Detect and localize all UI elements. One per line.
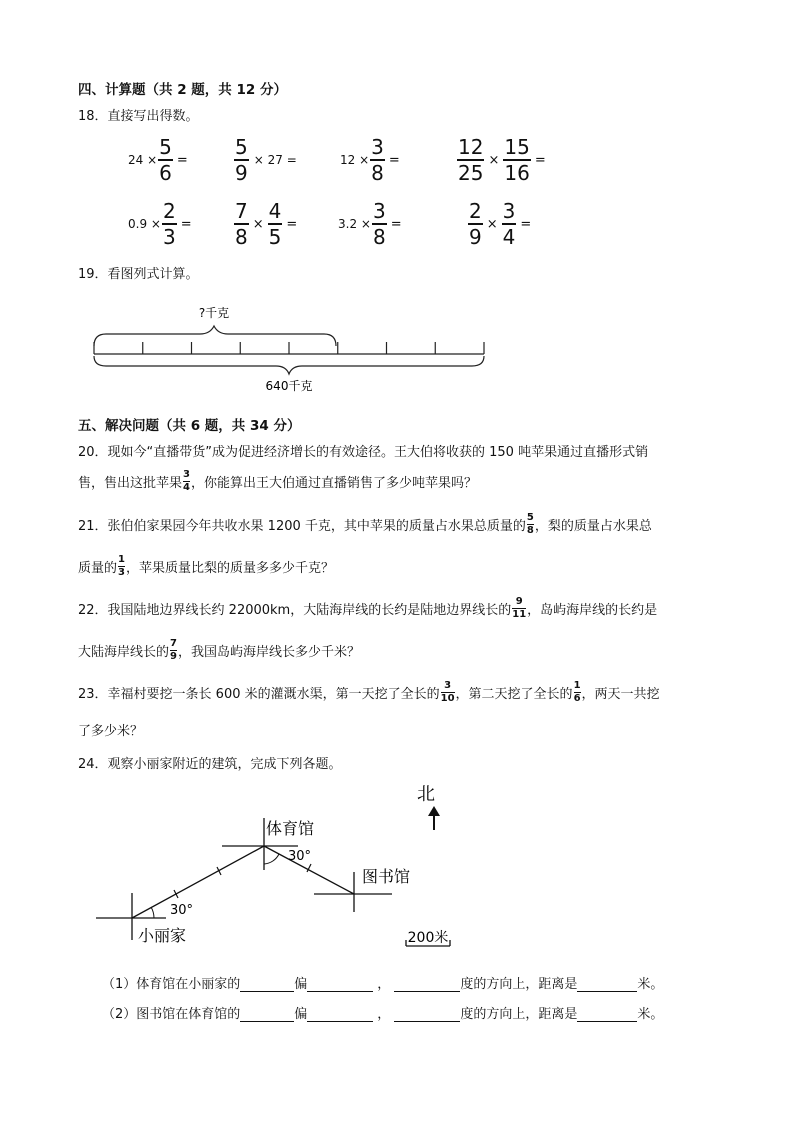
fraction: $\frac{2}{3}$	[162, 199, 176, 249]
top-brace-label: ?千克	[198, 306, 230, 320]
calc-operator: ×	[252, 216, 264, 232]
calc-equals: =	[520, 216, 532, 232]
north-arrowhead-icon	[428, 806, 440, 816]
calc-equals: =	[534, 152, 546, 168]
text: 米。	[637, 1007, 664, 1022]
fraction: $\frac{5}{6}$	[159, 135, 172, 185]
calc-item-4	[456, 137, 549, 183]
text: 售，售出这批苹果	[78, 476, 183, 491]
question-18-label: 18．直接写出得数。	[78, 109, 199, 124]
text: ，你能算出王大伯通过直播销售了多少吨苹果吗？	[190, 476, 477, 491]
calc-prefix: 24 ×	[128, 153, 158, 167]
calc-item-2	[233, 137, 297, 183]
calc-operator: ×	[488, 152, 500, 168]
answer-blank[interactable]	[307, 979, 373, 992]
fraction: $\frac{1}{6}$	[573, 680, 581, 704]
fraction: $\frac{5}{9}$	[235, 135, 248, 185]
question-20-line-1: 20．现如今“直播带货”成为促进经济增长的有效途径。王大伯将收获的 150 吨苹果通过直播形式销	[78, 445, 649, 460]
text: 米。	[637, 977, 664, 992]
question-23-line-1	[78, 681, 660, 704]
question-20-line-2	[78, 470, 477, 493]
calc-prefix: 12 ×	[340, 153, 370, 167]
answer-blank[interactable]	[240, 1009, 294, 1022]
fraction: $\frac{2}{9}$	[469, 199, 482, 249]
fraction: $\frac{7}{9}$	[170, 638, 177, 662]
fraction: $\frac{5}{8}$	[526, 512, 534, 536]
fraction: $\frac{3}{8}$	[372, 199, 386, 249]
calc-equals: =	[388, 152, 400, 168]
text: ，梨的质量占水果总	[534, 519, 652, 534]
text: 偏	[294, 977, 308, 992]
question-23-line-2: 了多少米？	[78, 724, 144, 739]
calc-equals: =	[176, 152, 188, 168]
direction-map	[92, 778, 472, 958]
calc-prefix: 3.2 ×	[338, 217, 371, 231]
calc-item-7	[338, 201, 405, 247]
text: 偏	[294, 1007, 308, 1022]
calc-item-5	[128, 201, 195, 247]
calc-item-6	[233, 201, 300, 247]
text: ，岛屿海岸线的长约是	[527, 603, 658, 618]
gym-label: 体育馆	[266, 819, 315, 838]
answer-blank[interactable]	[240, 979, 294, 992]
text: （1）体育馆在小丽家的	[102, 977, 241, 992]
question-22-line-2	[78, 639, 360, 662]
text: 大陆海岸线长的	[78, 645, 170, 660]
segment-ticks	[94, 342, 484, 354]
scale-label: 200米	[407, 930, 449, 946]
text: ，	[377, 977, 391, 992]
text: ，苹果质量比梨的质量多多少千克？	[125, 561, 334, 576]
question-24-sub-2	[102, 1003, 663, 1022]
question-21-line-2	[78, 555, 334, 578]
text: ，我国岛屿海岸线长多少千米？	[177, 645, 360, 660]
text: ，第二天挖了全长的	[455, 687, 573, 702]
text: 质量的	[78, 561, 118, 576]
question-22-line-1	[78, 597, 657, 620]
text: 度的方向上，距离是	[460, 1007, 578, 1022]
fraction: $\frac{1}{3}$	[118, 554, 125, 578]
fraction: $\frac{9}{11}$	[512, 596, 527, 620]
bottom-brace-label: 640千克	[265, 379, 313, 393]
calc-equals: =	[286, 216, 298, 232]
fraction: $\frac{7}{8}$	[235, 199, 248, 249]
answer-blank[interactable]	[577, 979, 637, 992]
angle-arc-gym	[264, 854, 279, 864]
text: 22．我国陆地边界线长约 22000km，大陆海岸线的长约是陆地边界线长的	[78, 603, 512, 618]
calc-item-1	[128, 137, 191, 183]
calc-equals: =	[180, 216, 192, 232]
fraction: $\frac{4}{5}$	[268, 199, 282, 249]
text: （2）图书馆在体育馆的	[102, 1007, 241, 1022]
calc-equals: =	[390, 216, 402, 232]
text: 度的方向上，距离是	[460, 977, 578, 992]
calc-item-8	[467, 201, 534, 247]
home-label: 小丽家	[138, 926, 187, 945]
bottom-brace	[94, 356, 484, 374]
question-24-label: 24．观察小丽家附近的建筑，完成下列各题。	[78, 757, 342, 772]
text: 21．张伯伯家果园今年共收水果 1200 千克，其中苹果的质量占水果总质量的	[78, 519, 526, 534]
calc-suffix: × 27 =	[253, 153, 297, 167]
section-5-title: 五、解决问题（共 6 题，共 34 分）	[78, 418, 301, 434]
angle-label-home: 30°	[170, 903, 194, 918]
section-4-title: 四、计算题（共 2 题，共 12 分）	[78, 82, 287, 98]
calc-prefix: 0.9 ×	[128, 217, 161, 231]
fraction: $\frac{3}{8}$	[371, 135, 384, 185]
answer-blank[interactable]	[394, 979, 460, 992]
fraction: $\frac{3}{10}$	[440, 680, 455, 704]
question-24-sub-1	[102, 973, 663, 992]
library-label: 图书馆	[362, 867, 411, 886]
fraction: $\frac{15}{16}$	[504, 135, 530, 185]
calc-operator: ×	[486, 216, 498, 232]
north-label: 北	[417, 784, 435, 805]
calc-item-3	[340, 137, 403, 183]
text: ，	[377, 1007, 391, 1022]
fraction: $\frac{3}{4}$	[183, 469, 190, 493]
question-21-line-1	[78, 513, 652, 536]
angle-label-gym: 30°	[288, 849, 312, 864]
question-19-label: 19．看图列式计算。	[78, 267, 199, 282]
top-brace	[94, 326, 336, 346]
answer-blank[interactable]	[307, 1009, 373, 1022]
route-home-gym	[132, 846, 264, 918]
text: ，两天一共挖	[581, 687, 660, 702]
segment-diagram	[86, 300, 496, 400]
fraction: $\frac{3}{4}$	[502, 199, 516, 249]
route-tick	[174, 890, 178, 898]
fraction: $\frac{12}{25}$	[458, 135, 484, 185]
text: 23．幸福村要挖一条长 600 米的灌溉水渠，第一天挖了全长的	[78, 687, 440, 702]
answer-blank[interactable]	[394, 1009, 460, 1022]
angle-arc-home	[151, 907, 154, 918]
answer-blank[interactable]	[577, 1009, 637, 1022]
